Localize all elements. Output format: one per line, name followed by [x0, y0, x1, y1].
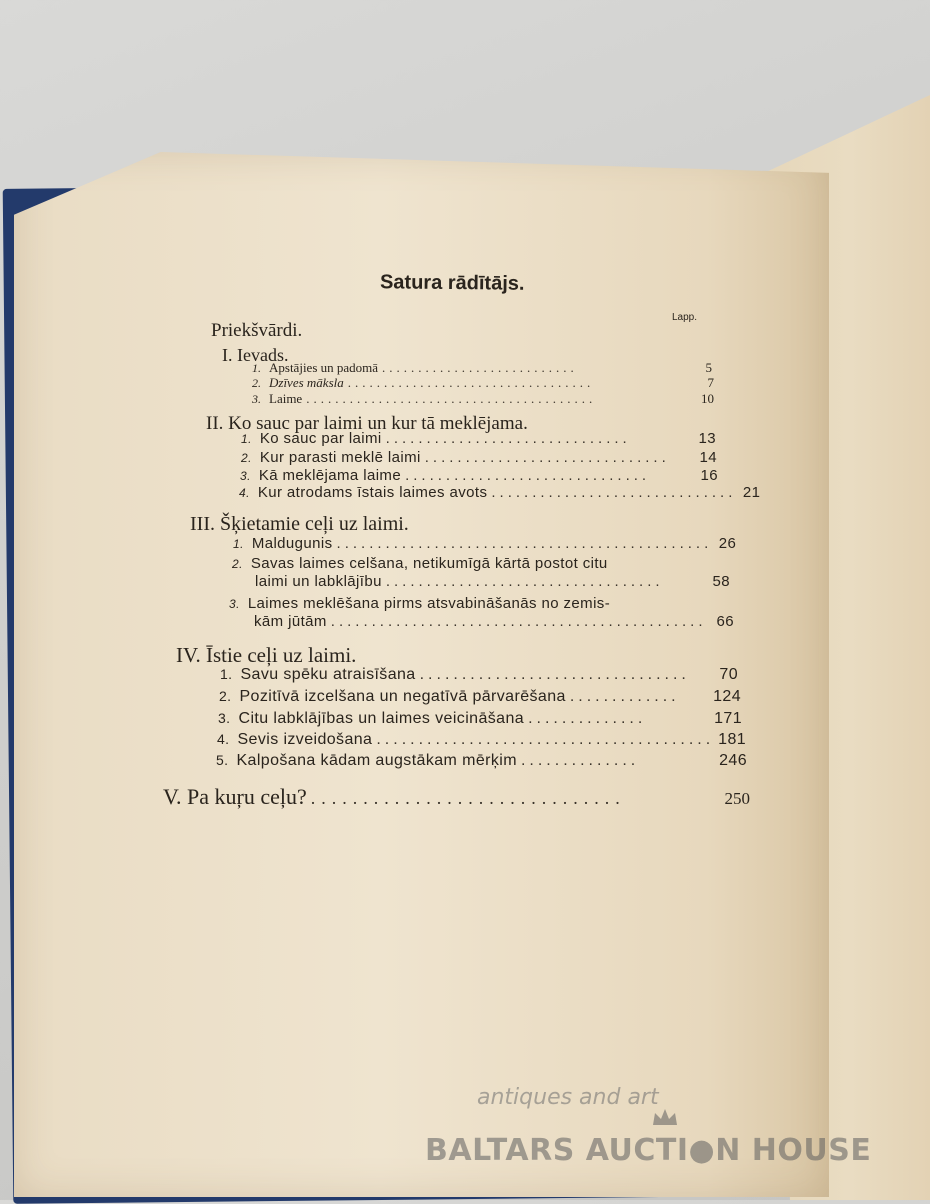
entry-number: 3.	[252, 392, 261, 406]
entry-number: 4.	[217, 731, 230, 747]
leader-dots: ..................................	[385, 573, 664, 590]
toc-entry	[217, 731, 747, 749]
entry-number: 1.	[220, 666, 233, 682]
leader-dots: ..............................................	[330, 613, 707, 630]
toc-entry	[219, 688, 741, 706]
entry-page: 58	[712, 573, 730, 590]
entry-title: Ko sauc par laimi	[259, 430, 382, 447]
watermark-brand: BALTARS AUCTI●N HOUSE	[425, 1133, 872, 1168]
entry-number: 3.	[229, 597, 240, 611]
crown-icon	[651, 1107, 679, 1127]
toc-entry	[163, 784, 750, 810]
entry-title: Apstājies un padomā	[269, 360, 379, 375]
toc-entry	[216, 752, 747, 770]
entry-title: Laimes meklēšana pirms atsvabināšanās no zemis-	[247, 595, 611, 612]
toc-entry	[252, 391, 714, 407]
toc-entry	[241, 449, 717, 466]
leader-dots: ..............................	[405, 467, 651, 484]
entry-number: 3.	[218, 710, 231, 726]
section-heading: V. Pa kuŗu ceļu?	[163, 784, 307, 809]
entry-number: 4.	[239, 486, 250, 500]
toc-entry	[252, 375, 714, 391]
leader-dots: ..............................	[424, 449, 670, 466]
entry-number: 1.	[252, 361, 261, 375]
entry-page: 181	[718, 731, 747, 748]
leader-dots: ........................................	[306, 391, 597, 406]
leader-dots: ...........................	[382, 360, 578, 375]
leader-dots: ..............................	[310, 788, 626, 808]
entry-number: 2.	[241, 451, 252, 465]
leader-dots: ................................	[419, 666, 690, 683]
toc-title: Satura rādītājs.	[379, 271, 525, 295]
entry-page: 171	[714, 710, 742, 727]
entry-page: 5	[705, 360, 712, 375]
leader-dots: ..................................	[347, 375, 595, 390]
foreword: Priekšvārdi.	[211, 320, 303, 341]
watermark-tagline: antiques and art	[477, 1085, 659, 1110]
entry-title: Maldugunis	[251, 535, 333, 552]
entry-page: 66	[716, 613, 734, 630]
entry-number: 2.	[219, 688, 232, 704]
leader-dots: ..............	[520, 752, 640, 769]
section-heading: II. Ko sauc par laimi un kur tā meklējama.	[206, 413, 528, 434]
entry-page: 7	[707, 375, 714, 390]
entry-number: 1.	[233, 537, 244, 551]
entry-page: 26	[718, 535, 737, 552]
leader-dots: ..............	[528, 710, 647, 727]
toc-entry	[252, 360, 712, 376]
entry-title: Citu labklājības un laimes veicināšana	[238, 710, 525, 727]
entry-title: Kur atrodams īstais laimes avots	[257, 484, 488, 501]
toc-entry	[220, 666, 738, 684]
entry-title: Savas laimes celšana, netikumīgā kārtā postot citu	[250, 555, 608, 572]
entry-title: Savu spēku atraisīšana	[240, 666, 416, 683]
entry-page: 250	[724, 789, 750, 808]
entry-page: 21	[742, 484, 761, 501]
entry-title: Dzīves māksla	[269, 375, 344, 390]
toc-entry	[239, 484, 761, 501]
leader-dots: ........................................	[376, 731, 715, 748]
toc-entry	[232, 555, 727, 572]
entry-title: Kā meklējama laime	[258, 467, 402, 484]
entry-number: 2.	[252, 376, 261, 390]
entry-page: 14	[699, 449, 717, 466]
toc-entry-continued	[255, 573, 730, 590]
entry-page: 124	[713, 688, 741, 705]
entry-title-continued: laimi un labklājību	[255, 573, 382, 590]
entry-number: 1.	[241, 432, 252, 446]
entry-number: 2.	[232, 557, 243, 571]
entry-title: Sevis izveidošana	[237, 731, 373, 748]
page-column-label: Lapp.	[672, 312, 698, 323]
toc-entry	[229, 595, 729, 612]
entry-page: 10	[701, 391, 714, 406]
leader-dots: ..............................	[491, 484, 737, 501]
toc-entry	[218, 710, 742, 728]
section-heading: IV. Īstie ceļi uz laimi.	[176, 643, 357, 667]
entry-title: Laime	[269, 391, 303, 406]
entry-number: 5.	[216, 752, 229, 768]
toc-entry-continued	[254, 613, 734, 630]
leader-dots: ..............................	[385, 430, 631, 447]
toc-entry	[233, 535, 737, 552]
entry-title: Kalpošana kādam augstākam mērķim	[236, 752, 517, 769]
entry-page: 16	[700, 467, 718, 484]
toc-entry	[241, 430, 716, 447]
entry-title: Pozitīvā izcelšana un negatīvā pārvarēšana	[239, 688, 566, 705]
entry-page: 70	[719, 666, 738, 683]
leader-dots: .............	[569, 688, 680, 705]
leader-dots: ..............................................	[336, 535, 713, 552]
entry-page: 13	[698, 430, 716, 447]
entry-title-continued: kām jūtām	[254, 613, 327, 630]
entry-number: 3.	[240, 469, 251, 483]
entry-page: 246	[719, 752, 747, 769]
section-heading: I. Ievads.	[222, 345, 289, 365]
section-heading: III. Šķietamie ceļi uz laimi.	[190, 513, 409, 535]
entry-title: Kur parasti meklē laimi	[259, 449, 421, 466]
toc-entry	[240, 467, 718, 484]
